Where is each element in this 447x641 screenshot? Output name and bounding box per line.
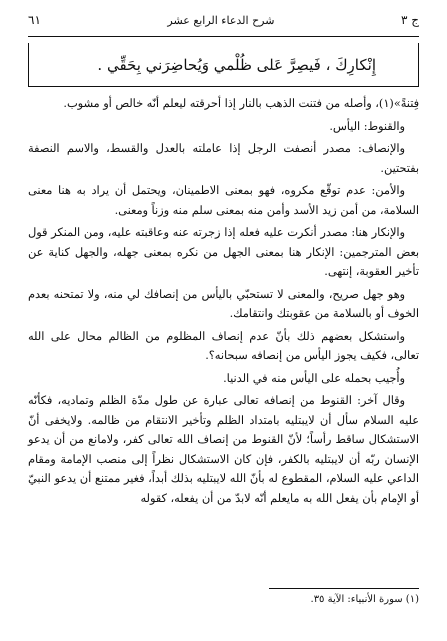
paragraph-7: واستشكل بعضهم ذلك بأنّ عدم إنصاف المظلوم من الظالم محال على الله تعالى، فكيف يجوز اليأس من إنصافه سبحانه؟. — [28, 329, 419, 362]
paragraph-4: والأمن: عدم توقّع مكروه، فهو بمعنى الاطمينان، ويحتمل أن يراد به هنا معنى السلامة، من أمن زيد الأسد وأمن منه بمعنى سلم منه وزناً ومعنى. — [28, 184, 419, 217]
volume-number: ج ٣ — [400, 13, 419, 27]
supplication-quote-box — [28, 43, 419, 87]
body-text — [28, 94, 419, 511]
paragraph-9: وقال آخر: القنوط من إنصافه تعالى عبارة عن طول مدّة الظلم وتماديه، فكأنّه عليه السلام سأل أن لايبتليه بامتداد الظلم وتأخير الانتقام من ظالمه. ولايخفى أنّ الاستشكال ساقط رأساً؛ لأنّ القنوط من إنصاف الله تعالى كفر، ولامانع من أن يدعو الإنسان ربّه أن لايبتليه بالكفر، فإن كان الاستشكال نظراً إلى منصب الإمامة ومقام الداعي عليه السلام، المقطوع له بأنّ الله لايبتليه بذلك أبداً، فغير ممتنع أن يدعو النبيّ أو الإمام بأن يفعل الله به مايعلم أنّه لابدّ من أن يفعله، كقوله — [28, 394, 419, 505]
paragraph-5: والإنكار هنا: مصدر أنكرت عليه فعله إذا زجرته عنه وعاقبته عليه، ومن المنكر قول بعض المترجمين: الإنكار هنا بمعنى الجهل من نكره بمعنى جهله، والجهل كناية عن تأخير العقوبة، إنتهى. — [28, 226, 419, 278]
paragraph-3: والإنصاف: مصدر أنصفت الرجل إذا عاملته بالعدل والقسط، والاسم النصفة بفتحتين. — [28, 142, 419, 175]
running-header — [28, 10, 419, 30]
header-rule — [28, 36, 419, 37]
supplication-quote: إِنْكارِكَ ، فَيصِرَّ عَلى ظُلْمي وَيُحاضِرَني بِحَقِّي . — [97, 56, 376, 74]
paragraph-1: فِتنةً»(١)، وأصله من فتنت الذهب بالنار إذا أحرقته ليعلم أنّه خالص أو مشوب. — [63, 97, 419, 110]
paragraph-2: والقنوط: اليأس. — [329, 119, 405, 133]
page-number: ٦١ — [28, 13, 41, 27]
paragraph-8: وأُجيب بحمله على اليأس منه في الدنيا. — [223, 371, 405, 385]
footnote: (١) سورة الأنبياء: الآية ٣٥. — [310, 594, 419, 605]
chapter-title: شرح الدعاء الرابع عشر — [167, 13, 275, 27]
paragraph-6: وهو جهل صريح، والمعنى لا تستحبّي باليأس من إنصافك لي منه، ولا تمتحنه بعدم الخوف أو بالسلامة من عقوبتك وانتقامك. — [28, 287, 419, 320]
footnote-rule — [269, 588, 419, 589]
